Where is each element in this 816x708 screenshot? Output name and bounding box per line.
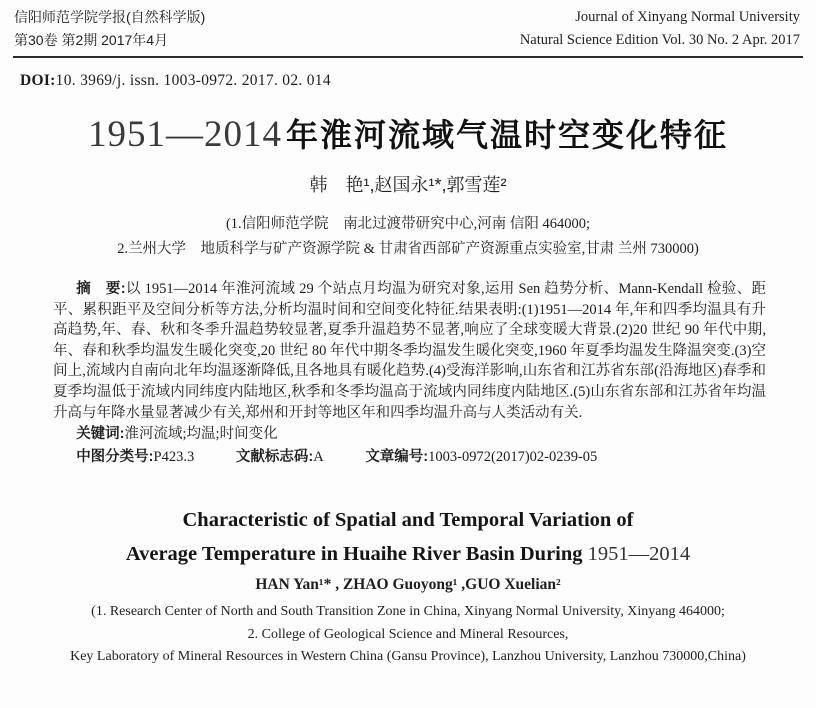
doi-label: DOI: [20, 72, 56, 89]
article-title-cn [0, 110, 816, 156]
title-years: 1951—2014 [87, 114, 282, 155]
affiliation-en-1: (1. Research Center of North and South Transition Zone in China, Xinyang Normal University, Xinyang 464000; [91, 604, 725, 620]
clc-segment [76, 449, 194, 465]
authors-en: HAN Yan¹* , ZHAO Guoyong¹ ,GUO Xuelian² [255, 576, 561, 594]
article-id-value: 1003-0972(2017)02-0239-05 [428, 448, 598, 465]
title-en-years: 1951—2014 [587, 542, 691, 565]
abstract-text: 以 1951—2014 年淮河流域 29 个站点月均温为研究对象,运用 Sen 趋势分析、Mann-Kendall 检验、距平、累积距平及空间分析等方法,分析均温时间和空间变化特征.结果表明:(1)1951—2014 年,年和四季均温具有升高趋势,年、春、秋和冬季升温趋势较显著,夏季升温趋势不显著,响应了全球变暖大背景.(2)20 世纪 90 年代中期,年、春和秋季均温发生暖化突变,20 世纪 80 年代中期冬季均温发生暖化突变,1960 年夏季均温发生降温突变.(3)空间上,流域内自南向北年均温逐渐降低,且各地具有暖化趋势.(4)受海洋影响,山东省和江苏省东部(沿海地区)春季和夏季均温低于流域内同纬度内陆地区,秋季和冬季均温高于流域内同纬度内陆地区.(5)山东省东部和江苏省年均温升高与年降水量显著减少有关,郑州和开封等地区年和四季均温升高与人类活动有关. [53, 281, 766, 421]
doc-code-value: A [313, 448, 324, 465]
journal-name-en: Journal of Xinyang Normal University [575, 9, 800, 25]
journal-header-right [520, 6, 800, 52]
journal-header-left [14, 6, 205, 52]
title-en-line2-text: Average Temperature in Huaihe River Basin During [125, 542, 588, 565]
article-id-label: 文章编号: [365, 448, 429, 465]
affiliation-en-3: Key Laboratory of Mineral Resources in Western China (Gansu Province), Lanzhou University, Lanzhou 730000,China) [70, 649, 746, 665]
header-divider [13, 56, 803, 58]
doc-code-segment [236, 449, 324, 465]
abstract [53, 279, 766, 423]
journal-name-cn: 信阳师范学院学报(自然科学版) [14, 9, 206, 25]
title-en-line2 [0, 538, 816, 572]
title-en-line1: Characteristic of Spatial and Temporal Variation of [182, 509, 634, 532]
journal-issue-en: Natural Science Edition Vol. 30 No. 2 Apr. 2017 [519, 32, 800, 48]
doc-code-label: 文献标志码: [235, 448, 314, 465]
journal-header [0, 0, 816, 52]
doi-value: 10. 3969/j. issn. 1003-0972. 2017. 02. 014 [55, 72, 331, 89]
article-id-segment [365, 449, 597, 465]
doi-line [20, 72, 816, 90]
affiliation-cn-2: 2.兰州大学 地质科学与矿产资源学院 & 甘肃省西部矿产资源重点实验室,甘肃 兰州 730000) [117, 241, 699, 257]
affiliations-en [0, 601, 816, 669]
affiliations-cn [0, 212, 816, 262]
title-main: 年淮河流域气温时空变化特征 [285, 117, 728, 153]
affiliation-cn-1: (1.信阳师范学院 南北过渡带研究中心,河南 信阳 464000; [225, 216, 591, 232]
affiliation-en-2: 2. College of Geological Science and Mineral Resources, [247, 626, 569, 642]
article-title-en [0, 504, 816, 571]
clc-label: 中图分类号: [76, 448, 154, 465]
keywords-value: 淮河流域;均温;时间变化 [124, 426, 278, 443]
keywords-label: 关键词: [76, 426, 125, 443]
authors-cn: 韩 艳¹,赵国永¹*,郭雪莲² [309, 175, 507, 195]
keywords-line [53, 424, 766, 446]
classification-line [53, 447, 766, 469]
abstract-label: 摘 要: [76, 281, 126, 297]
journal-issue-cn: 第30卷 第2期 2017年4月 [14, 32, 169, 48]
clc-value: P423.3 [153, 448, 195, 465]
